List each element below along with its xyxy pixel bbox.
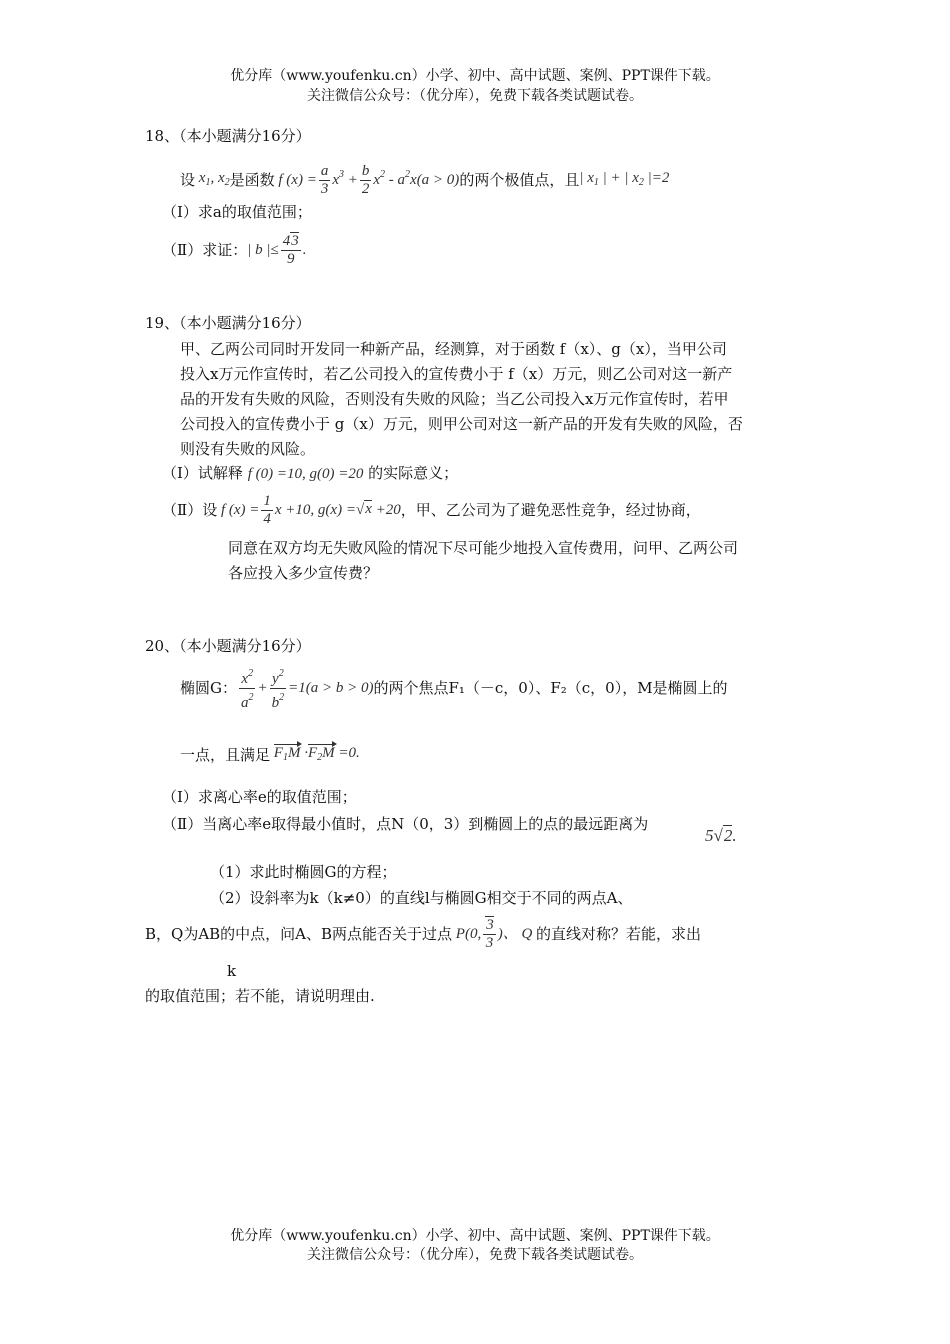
q19-part-2-line-3: 各应投入多少宣传费？ <box>228 564 379 582</box>
q18-text-b: 是函数 <box>229 171 275 189</box>
q20-part-2 <box>162 814 648 834</box>
q19-part-1-a: （Ⅰ）试解释 <box>162 464 243 482</box>
q19-part-2-a: （Ⅱ）设 <box>162 501 218 519</box>
q19-line-2: 投入x万元作宣传时，若乙公司投入的宣传费小于 f（x）万元，则乙公司对这一新产 <box>180 365 733 383</box>
q20-math-distance: 5√2. <box>705 826 737 845</box>
q20-text-c: 一点，且满足 <box>180 746 271 764</box>
q20-math-dot-product: $F_1M \cdot F_2M =0$. <box>270 743 360 768</box>
q20-sub-2-c: 的直线对称？若能，求出 <box>536 925 702 943</box>
q18-part-2 <box>162 228 306 272</box>
footer-line-2: 关注微信公众号：（优分库），免费下载各类试题试卷。 <box>307 1247 643 1263</box>
q19-part-2-line-2: 同意在双方均无失败风险的情况下尽可能少地投入宣传费用，问甲、乙两公司 <box>228 539 739 557</box>
q19-line-4: 公司投入的宣传费小于 g（x）万元，则甲公司对这一新产品的开发有失败的风险，否 <box>180 415 743 433</box>
q20-sub-2-b: B，Q为AB的中点，问A、B两点能否关于过点 <box>145 925 453 943</box>
q18-math-inequality: | b |≤ $\frac{43}{9}$ . <box>247 232 307 267</box>
q20-title: 20、（本小题满分16分） <box>145 637 311 655</box>
q19-line-1: 甲、乙两公司同时开发同一种新产品，经测算，对于函数 f（x）、g（x），当甲公司 <box>180 340 727 358</box>
q20-part-2-text: （Ⅱ）当离心率e取得最小值时，点N（0，3）到椭圆上的点的最远距离为 <box>162 815 649 833</box>
q19-math-values: f (0) =10, g(0) =20 <box>247 466 364 482</box>
q18-math-x1x2: $x_1$, $x_2$ <box>195 169 230 188</box>
q20-condition <box>180 740 360 770</box>
q19-line-5: 则没有失败的风险。 <box>180 440 316 458</box>
q18-title: 18、（本小题满分16分） <box>145 127 311 145</box>
header-line-2: 关注微信公众号：（优分库），免费下载各类试题试卷。 <box>307 88 643 104</box>
q18-math-function: f (x) = $\frac{a}{3}$ $x^3$ + $\frac{b}{2}$ $x^2 - a^2x(a > 0)$ <box>274 162 460 197</box>
q18-text-a: 设 <box>180 171 196 189</box>
q18-statement <box>180 160 669 200</box>
footer-line-1: 优分库（www.youfenku.cn）小学、初中、高中试题、案例、PPT课件下载。 <box>230 1228 720 1244</box>
q20-sub-2: （2）设斜率为k（k≠0）的直线l与椭圆G相交于不同的两点A、 <box>210 889 633 907</box>
q19-part-2 <box>162 490 701 530</box>
q19-line-3: 品的开发有失败的风险，否则没有失败的风险；当乙公司投入x万元作宣传时，若甲 <box>180 390 729 408</box>
q20-last-line: 的取值范围；若不能，请说明理由. <box>145 987 375 1005</box>
q18-math-abs-sum: | $x_1$ | + | $x_2$ |=2 <box>579 169 670 188</box>
q20-text-b: 的两个焦点F₁（－c，0）、F₂（c，0），M是椭圆上的 <box>373 679 728 697</box>
q20-part-1: （Ⅰ）求离心率e的取值范围； <box>162 788 357 806</box>
q19-part-1-b: 的实际意义； <box>368 464 459 482</box>
q20-math-ellipse: $\frac{x^2}{a^2}$ + $\frac{y^2}{b^2}$ =1(a > b > 0) <box>237 665 373 712</box>
q18-part-1: （Ⅰ）求a的取值范围； <box>162 203 312 221</box>
q20-sub-2-cont <box>145 914 701 954</box>
q19-part-2-b: ，甲、乙公司为了避免恶性竞争，经过协商， <box>400 501 701 519</box>
q20-k: k <box>227 962 237 980</box>
q19-math-functions: f (x) = $\frac{1}{4}$ x +10, g(x) =√x +20 <box>217 492 401 527</box>
q19-title: 19、（本小题满分16分） <box>145 314 311 332</box>
q18-part-2-label: （Ⅱ）求证： <box>162 241 248 259</box>
q20-text-a: 椭圆G： <box>180 679 237 697</box>
q20-sub-1: （1）求此时椭圆G的方程； <box>210 863 397 881</box>
q20-math-point-p: P(0, $\frac{3}{3}$ )、 Q <box>452 916 537 951</box>
q18-text-c: 的两个极值点，且 <box>459 171 580 189</box>
header-line-1: 优分库（www.youfenku.cn）小学、初中、高中试题、案例、PPT课件下载。 <box>230 68 720 84</box>
q19-part-1 <box>162 463 458 484</box>
q20-statement <box>180 664 728 712</box>
